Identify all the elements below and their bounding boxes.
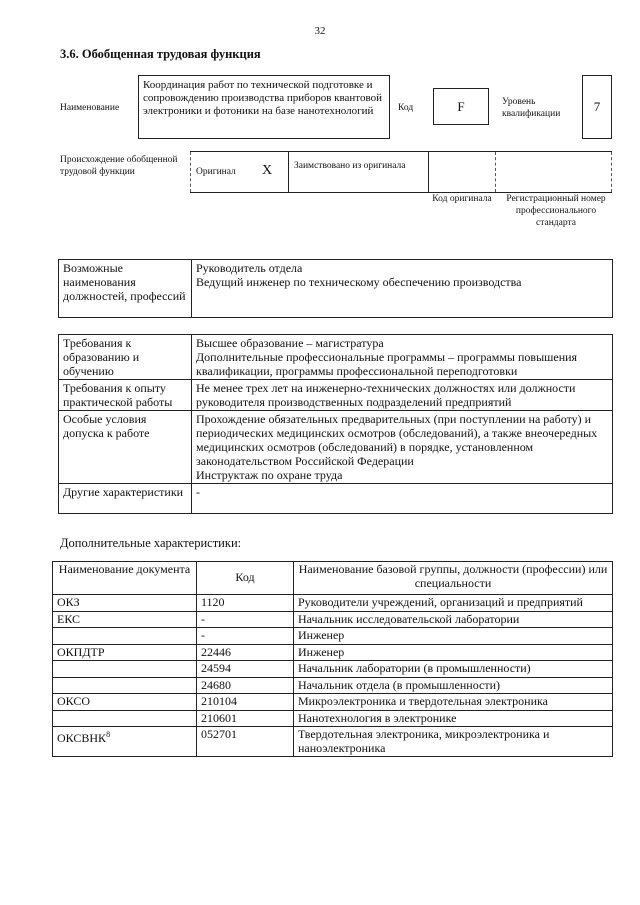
row-code: - — [197, 611, 294, 628]
name-value: Координация работ по технической подготовке и сопровождению производства приборов квантовой электроники и фотоники на базе нанотехнологий — [138, 75, 390, 139]
position-item: Ведущий инженер по техническому обеспечению производства — [196, 275, 522, 289]
req-education-label: Требования к образованию и обучению — [59, 335, 192, 380]
level-value: 7 — [582, 75, 612, 139]
req-special-label: Особые условия допуска к работе — [59, 411, 192, 484]
footnote-marker: 8 — [106, 730, 111, 739]
table-row — [53, 611, 613, 628]
position-item: Руководитель отдела — [196, 261, 303, 275]
table-row — [53, 727, 613, 757]
table-row — [53, 677, 613, 694]
code-value: F — [433, 88, 489, 125]
row-code: 210601 — [197, 710, 294, 727]
row-doc: ЕКС — [53, 611, 197, 628]
table-row — [53, 710, 613, 727]
row-doc — [53, 727, 197, 757]
positions-label: Возможные наименования должностей, профессий — [59, 260, 192, 318]
row-name: Инженер — [294, 628, 613, 645]
row-doc — [53, 710, 197, 727]
row-code: 1120 — [197, 595, 294, 612]
row-code: - — [197, 628, 294, 645]
row-name: Руководители учреждений, организаций и предприятий — [294, 595, 613, 612]
table-row — [53, 628, 613, 645]
row-name: Нанотехнология в электронике — [294, 710, 613, 727]
additional-title: Дополнительные характеристики: — [60, 536, 242, 550]
table-row — [53, 694, 613, 711]
req-other-value: - — [192, 484, 613, 514]
col-header-document: Наименование документа — [53, 562, 197, 595]
row-name: Начальник исследовательской лаборатории — [294, 611, 613, 628]
req-education-value: Дополнительные профессиональные программы – программы повышения квалификации, программы профессиональной переподготовки — [196, 350, 578, 378]
req-special-value: Прохождение обязательных предварительных (при поступлении на работу) и периодических медицинских осмотров (обследований), а также внеочередных медицинских осмотров (обследований) в порядке, установленном законодательством Российской Федерации — [196, 412, 598, 468]
row-code: 210104 — [197, 694, 294, 711]
req-experience-value: Не менее трех лет на инженерно-технических должностях или должности руководителя производственных подразделений предприятий — [192, 380, 613, 411]
origin-label: Происхождение обобщенной трудовой функции — [60, 155, 178, 177]
row-code: 24680 — [197, 677, 294, 694]
code-label: Код — [398, 103, 414, 113]
original-mark: X — [262, 163, 273, 178]
row-code: 22446 — [197, 644, 294, 661]
table-row — [53, 595, 613, 612]
req-experience-label: Требования к опыту практической работы — [59, 380, 192, 411]
row-name: Твердотельная электроника, микроэлектроника и наноэлектроника — [294, 727, 613, 757]
original-label: Оригинал — [196, 167, 236, 177]
origin-reg-caption: Регистрационный номер профессионального стандарта — [506, 194, 606, 228]
row-code: 24594 — [197, 661, 294, 678]
req-education-value: Высшее образование – магистратура — [196, 336, 384, 350]
requirements-table — [58, 334, 613, 514]
level-label: Уровень квалификации — [502, 97, 561, 119]
col-header-name: Наименование базовой группы, должности (профессии) или специальности — [294, 562, 613, 595]
req-other-label: Другие характеристики — [59, 484, 192, 514]
row-name: Начальник отдела (в промышленности) — [294, 677, 613, 694]
col-header-code: Код — [197, 562, 294, 595]
borrowed-label: Заимствовано из оригинала — [294, 161, 406, 171]
row-name: Микроэлектроника и твердотельная электроника — [294, 694, 613, 711]
positions-table — [58, 259, 613, 318]
row-doc — [53, 661, 197, 678]
origin-code-caption: Код оригинала — [432, 194, 492, 204]
table-row — [53, 661, 613, 678]
row-code: 052701 — [197, 727, 294, 757]
origin-row — [190, 151, 612, 193]
row-name: Инженер — [294, 644, 613, 661]
row-doc: ОКЗ — [53, 595, 197, 612]
row-doc: ОКСО — [53, 694, 197, 711]
req-special-value: Инструктаж по охране труда — [196, 468, 343, 482]
row-name: Начальник лаборатории (в промышленности) — [294, 661, 613, 678]
name-label: Наименование — [60, 103, 120, 113]
row-doc — [53, 677, 197, 694]
row-doc — [53, 628, 197, 645]
table-row — [53, 644, 613, 661]
row-doc-text: ОКСВНК — [57, 731, 107, 745]
additional-table — [52, 561, 613, 757]
section-title: 3.6. Обобщенная трудовая функция — [60, 47, 261, 61]
row-doc: ОКПДТР — [53, 644, 197, 661]
page-number: 32 — [314, 25, 326, 37]
